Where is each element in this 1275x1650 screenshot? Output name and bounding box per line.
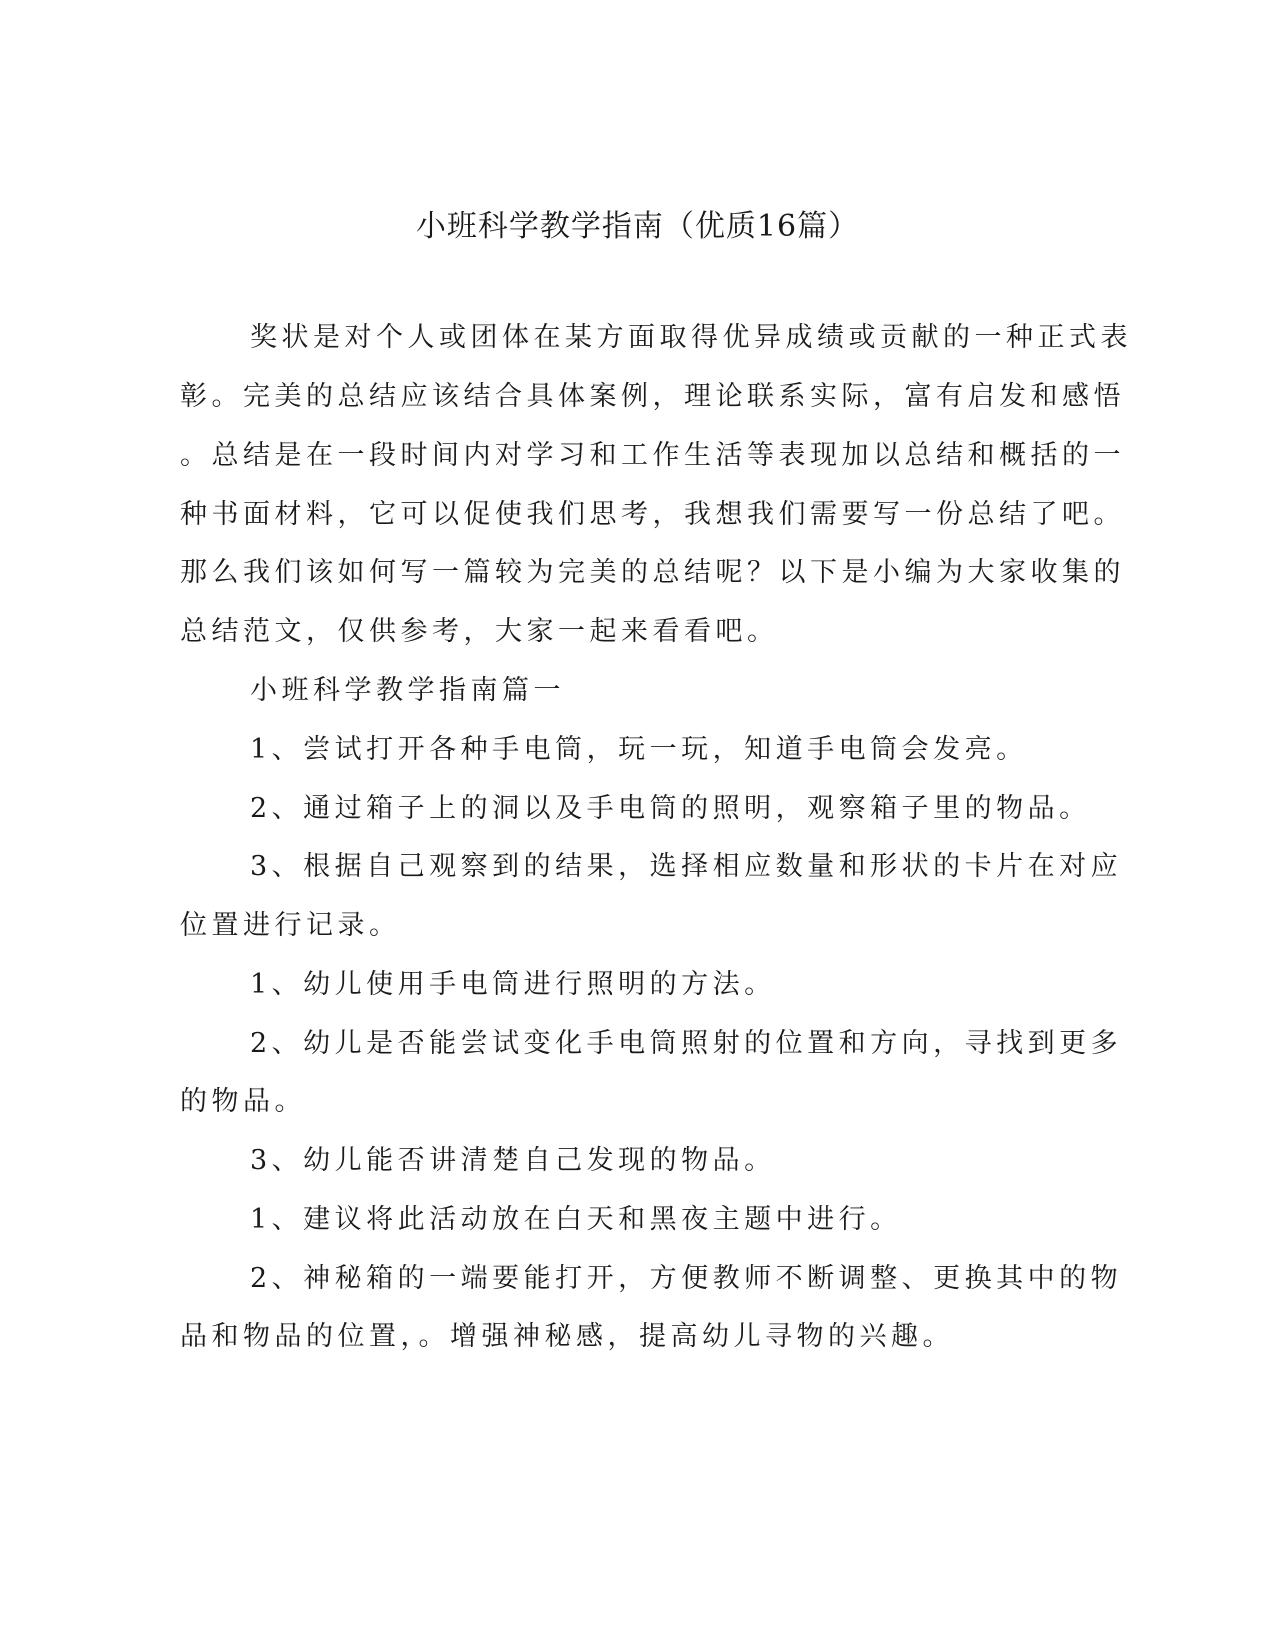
intro-line: 总结范文，仅供参考，大家一起来看看吧。 [180, 616, 779, 647]
observation-item: 1、幼儿使用手电筒进行照明的方法。 [250, 969, 776, 1000]
observation-item: 2、幼儿是否能尝试变化手电筒照射的位置和方向，寻找到更多 [250, 1028, 1123, 1059]
suggestion-item: 2、神秘箱的一端要能打开，方便教师不断调整、更换其中的物 [250, 1263, 1123, 1294]
goal-item: 2、通过箱子上的洞以及手电筒的照明，观察箱子里的物品。 [250, 793, 1091, 824]
suggestion-item-continuation: 品和物品的位置，。增强神秘感，提高幼儿寻物的兴趣。 [180, 1321, 954, 1352]
suggestion-item: 1、建议将此活动放在白天和黑夜主题中进行。 [250, 1204, 902, 1235]
goal-item: 3、根据自己观察到的结果，选择相应数量和形状的卡片在对应 [250, 851, 1123, 882]
intro-line: 那么我们该如何写一篇较为完美的总结呢？以下是小编为大家收集的 [180, 557, 1125, 588]
observation-item-continuation: 的物品。 [180, 1086, 306, 1117]
intro-line: 。总结是在一段时间内对学习和工作生活等表现加以总结和概括的一 [180, 440, 1125, 471]
goal-item-continuation: 位置进行记录。 [180, 910, 401, 941]
intro-line: 彰。完美的总结应该结合具体案例，理论联系实际，富有启发和感悟 [180, 381, 1125, 412]
goal-item: 1、尝试打开各种手电筒，玩一玩，知道手电筒会发亮。 [250, 734, 1028, 765]
intro-line: 种书面材料，它可以促使我们思考，我想我们需要写一份总结了吧。 [180, 499, 1125, 530]
intro-line: 奖状是对个人或团体在某方面取得优异成绩或贡献的一种正式表 [250, 322, 1132, 353]
document-title: 小班科学教学指南（优质16篇） [415, 209, 860, 244]
section-heading: 小班科学教学指南篇一 [250, 675, 565, 706]
observation-item: 3、幼儿能否讲清楚自己发现的物品。 [250, 1145, 776, 1176]
